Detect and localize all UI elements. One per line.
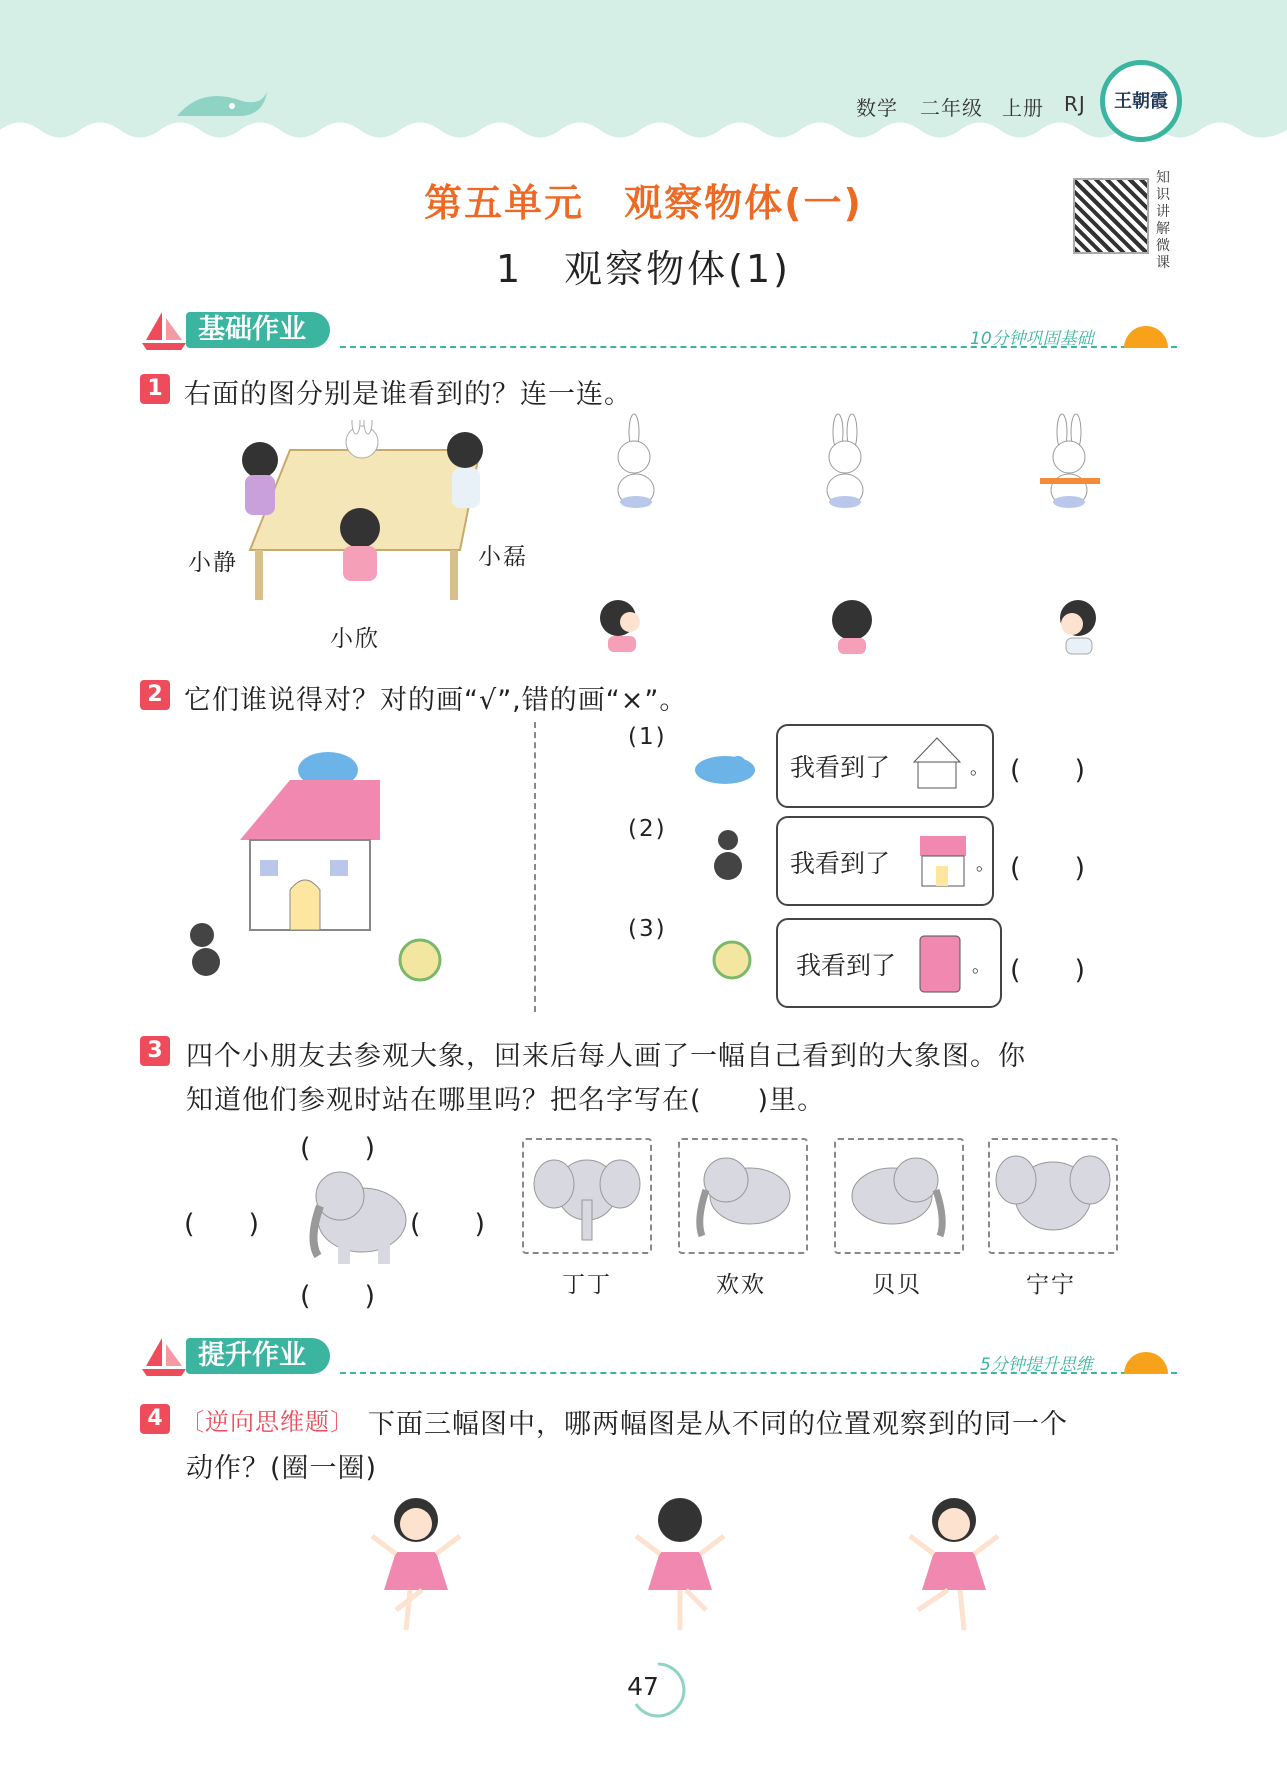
section-note-basic: 10分钟巩固基础 xyxy=(970,329,1094,349)
question-number-1: 1 xyxy=(140,374,170,404)
dancer-figure-3[interactable] xyxy=(904,1490,1004,1638)
question-2-text: 它们谁说得对？对的画“√”,错的画“×”。 xyxy=(184,685,688,716)
question-4-line-2: 动作？(圈一圈) xyxy=(186,1453,378,1484)
bird-icon xyxy=(690,742,760,792)
answer-blank-3[interactable]: ( ) xyxy=(1010,955,1086,986)
elephant-side-view-left xyxy=(680,1140,806,1252)
speech-end-3: 。 xyxy=(972,956,990,977)
q2-item-1-index: (1) xyxy=(628,724,667,750)
elephant-side-view-right xyxy=(836,1140,962,1252)
name-label-xiaolei: 小磊 xyxy=(478,544,528,570)
girl-back-view xyxy=(822,596,882,656)
brand-name: 王朝霞 xyxy=(1114,91,1168,112)
question-3-line-1: 四个小朋友去参观大象，回来后每人画了一幅自己看到的大象图。你 xyxy=(186,1041,1026,1072)
position-blank-left[interactable]: ( ) xyxy=(184,1209,260,1240)
q2-item-2-index: (2) xyxy=(628,816,667,842)
sun-icon xyxy=(1124,326,1168,348)
position-blank-top[interactable]: ( ) xyxy=(300,1133,376,1164)
brand-logo xyxy=(1100,60,1182,142)
speech-text-3: 我看到了 xyxy=(796,951,897,980)
roof-top-view xyxy=(912,736,962,792)
question-3-line-2: 知道他们参观时站在哪里吗？把名字写在( )里。 xyxy=(186,1085,826,1116)
elephant-name-4: 宁宁 xyxy=(1026,1272,1076,1298)
answer-blank-1[interactable]: ( ) xyxy=(1010,755,1086,786)
section-note-advanced: 5分钟提升思维 xyxy=(980,1355,1093,1375)
grade-label: 二年级 xyxy=(920,96,983,120)
edition-label: RJ xyxy=(1064,92,1086,116)
elephant-view-huanhuan xyxy=(678,1138,808,1254)
speech-text-2: 我看到了 xyxy=(790,849,891,878)
rabbit-back-view xyxy=(810,412,880,512)
girl-side-view xyxy=(590,596,660,656)
whale-icon xyxy=(172,76,272,126)
snail-icon xyxy=(700,930,760,990)
dancer-figure-2[interactable] xyxy=(630,1490,730,1638)
speech-end-1: 。 xyxy=(970,758,988,779)
elephant-front-view xyxy=(524,1140,650,1252)
lesson-title: 1 观察物体(1) xyxy=(495,247,791,291)
house-front-view xyxy=(918,832,968,890)
position-blank-right[interactable]: ( ) xyxy=(410,1209,486,1240)
question-4-tag: 〔逆向思维题〕 xyxy=(180,1408,355,1436)
elephant-back-view xyxy=(990,1140,1116,1252)
table-scene-illustration xyxy=(200,420,500,620)
question-1-text: 右面的图分别是谁看到的？连一连。 xyxy=(184,379,632,410)
question-number-2: 2 xyxy=(140,680,170,710)
rabbit-front-view xyxy=(1030,412,1110,512)
position-blank-bottom[interactable]: ( ) xyxy=(300,1281,376,1312)
question-number-4: 4 xyxy=(140,1404,170,1434)
speech-end-2: 。 xyxy=(976,854,994,875)
elephant-center-illustration xyxy=(290,1160,410,1270)
question-number-3: 3 xyxy=(140,1036,170,1066)
sailboat-icon xyxy=(140,310,190,350)
question-4-line-1: 下面三幅图中，哪两幅图是从不同的位置观察到的同一个 xyxy=(368,1409,1068,1440)
elephant-view-ningning xyxy=(988,1138,1118,1254)
unit-title: 第五单元 观察物体(一) xyxy=(424,181,863,225)
boy-side-view xyxy=(1050,596,1110,656)
rabbit-side-view xyxy=(600,412,670,512)
subject-label: 数学 xyxy=(856,96,898,120)
ant-icon xyxy=(708,826,748,886)
q2-item-3-index: (3) xyxy=(628,916,667,942)
elephant-name-3: 贝贝 xyxy=(872,1272,922,1298)
answer-blank-2[interactable]: ( ) xyxy=(1010,853,1086,884)
elephant-name-1: 丁丁 xyxy=(562,1272,612,1298)
dashed-divider xyxy=(534,722,536,1012)
name-label-xiaoxin: 小欣 xyxy=(330,626,380,652)
elephant-name-2: 欢欢 xyxy=(716,1272,766,1298)
qr-code[interactable] xyxy=(1073,178,1149,254)
sailboat-icon xyxy=(140,1336,190,1376)
roof-side-view xyxy=(916,932,966,996)
house-scene-illustration xyxy=(180,730,460,1000)
page-number: 47 xyxy=(627,1672,659,1701)
qr-caption: 知识讲解微课 xyxy=(1156,170,1170,271)
elephant-view-beibei xyxy=(834,1138,964,1254)
section-label-advanced: 提升作业 xyxy=(186,1338,330,1374)
name-label-xiaojing: 小静 xyxy=(188,550,238,576)
elephant-view-dingding xyxy=(522,1138,652,1254)
speech-text-1: 我看到了 xyxy=(790,753,891,782)
volume-label: 上册 xyxy=(1002,96,1044,120)
dancer-figure-1[interactable] xyxy=(366,1490,466,1638)
section-label-basic: 基础作业 xyxy=(186,312,330,348)
sun-icon xyxy=(1124,1352,1168,1374)
